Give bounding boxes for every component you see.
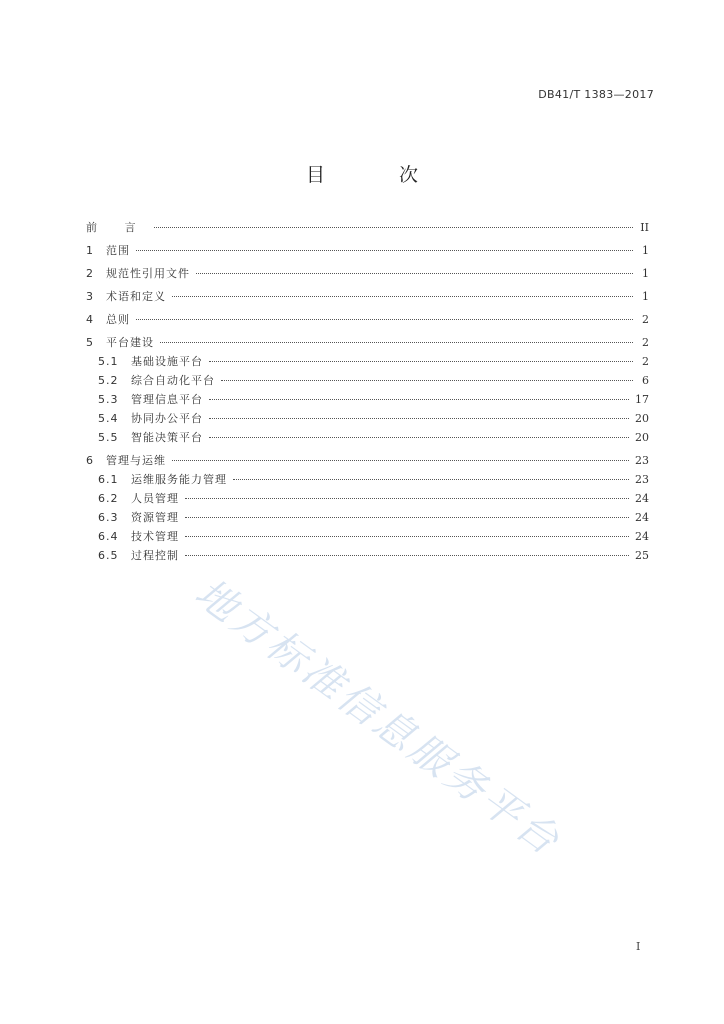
toc-entry-page: 1 <box>642 267 649 280</box>
toc-entry-number: 6.4 <box>98 530 119 543</box>
toc-entry-number: 6.1 <box>98 473 119 486</box>
toc-leader-dots <box>185 555 629 556</box>
toc-entry-label: 范围 <box>106 244 130 257</box>
toc-entry-page: 25 <box>635 549 649 562</box>
toc-entry-5[interactable] <box>86 334 649 353</box>
toc-leader-dots <box>185 498 629 499</box>
toc-entry-number: 6.2 <box>98 492 119 505</box>
toc-title: 目 次 <box>305 164 453 186</box>
toc-entry-page: 6 <box>642 374 649 387</box>
toc-leader-dots <box>172 296 633 297</box>
toc-leader-dots <box>185 536 629 537</box>
table-of-contents <box>86 219 649 566</box>
toc-leader-dots <box>221 380 633 381</box>
toc-entry-label: 术语和定义 <box>106 290 166 303</box>
toc-leader-dots <box>136 319 633 320</box>
toc-entry-label: 规范性引用文件 <box>106 267 190 280</box>
toc-entry-number: 3 <box>86 290 93 303</box>
toc-entry-label: 基础设施平台 <box>131 355 203 368</box>
toc-entry-number: 1 <box>86 244 93 257</box>
document-code: DB41/T 1383—2017 <box>538 88 654 101</box>
toc-entry-number: 5.1 <box>98 355 119 368</box>
toc-leader-dots <box>196 273 633 274</box>
toc-entry-label: 人员管理 <box>131 492 179 505</box>
toc-entry-page: 2 <box>642 355 649 368</box>
toc-entry-number: 2 <box>86 267 93 280</box>
toc-entry-number: 6.5 <box>98 549 119 562</box>
toc-leader-dots <box>136 250 633 251</box>
toc-entry-label: 管理信息平台 <box>131 393 203 406</box>
toc-entry-6[interactable] <box>86 452 649 471</box>
toc-entry-page: 24 <box>635 511 649 524</box>
toc-entry-3[interactable] <box>86 288 649 307</box>
toc-entry-number: 5.3 <box>98 393 119 406</box>
toc-entry-5-1[interactable] <box>86 353 649 372</box>
toc-entry-label: 平台建设 <box>106 336 154 349</box>
toc-entry-label: 总则 <box>106 313 130 326</box>
toc-entry-label: 管理与运维 <box>106 454 166 467</box>
toc-entry-label: 协同办公平台 <box>131 412 203 425</box>
toc-leader-dots <box>209 361 633 362</box>
toc-entry-5-4[interactable] <box>86 410 649 429</box>
toc-leader-dots <box>154 227 634 228</box>
toc-entry-label: 前 言 <box>86 221 148 234</box>
toc-entry-foreword[interactable] <box>86 219 649 238</box>
watermark: 地方标准信息服务平台 <box>186 569 570 866</box>
toc-entry-number: 6 <box>86 454 93 467</box>
toc-entry-number: 6.3 <box>98 511 119 524</box>
toc-leader-dots <box>160 342 633 343</box>
toc-entry-number: 5.2 <box>98 374 119 387</box>
toc-entry-6-5[interactable] <box>86 547 649 566</box>
toc-entry-6-3[interactable] <box>86 509 649 528</box>
toc-entry-6-1[interactable] <box>86 471 649 490</box>
toc-entry-label: 综合自动化平台 <box>131 374 215 387</box>
toc-entry-5-2[interactable] <box>86 372 649 391</box>
toc-entry-number: 5 <box>86 336 93 349</box>
toc-entry-page: 23 <box>635 473 649 486</box>
toc-entry-page: 23 <box>635 454 649 467</box>
toc-entry-number: 4 <box>86 313 93 326</box>
toc-entry-page: 20 <box>635 431 649 444</box>
toc-entry-page: 24 <box>635 530 649 543</box>
toc-entry-page: 24 <box>635 492 649 505</box>
toc-entry-6-2[interactable] <box>86 490 649 509</box>
toc-leader-dots <box>233 479 629 480</box>
toc-entry-label: 运维服务能力管理 <box>131 473 227 486</box>
toc-entry-4[interactable] <box>86 311 649 330</box>
toc-entry-5-3[interactable] <box>86 391 649 410</box>
toc-entry-page: 1 <box>642 244 649 257</box>
toc-entry-label: 智能决策平台 <box>131 431 203 444</box>
toc-entry-5-5[interactable] <box>86 429 649 448</box>
toc-entry-label: 技术管理 <box>131 530 179 543</box>
toc-entry-page: 1 <box>642 290 649 303</box>
toc-entry-page: 20 <box>635 412 649 425</box>
toc-entry-page: 2 <box>642 336 649 349</box>
toc-leader-dots <box>209 418 629 419</box>
toc-leader-dots <box>172 460 629 461</box>
toc-entry-1[interactable] <box>86 242 649 261</box>
toc-entry-label: 过程控制 <box>131 549 179 562</box>
toc-entry-page: 17 <box>635 393 649 406</box>
toc-leader-dots <box>209 399 629 400</box>
toc-leader-dots <box>209 437 629 438</box>
toc-entry-page: 2 <box>642 313 649 326</box>
page-number: I <box>636 940 641 953</box>
toc-entry-page: II <box>640 221 649 234</box>
toc-leader-dots <box>185 517 629 518</box>
toc-entry-number: 5.5 <box>98 431 119 444</box>
toc-entry-2[interactable] <box>86 265 649 284</box>
toc-entry-6-4[interactable] <box>86 528 649 547</box>
toc-entry-number: 5.4 <box>98 412 119 425</box>
toc-entry-label: 资源管理 <box>131 511 179 524</box>
